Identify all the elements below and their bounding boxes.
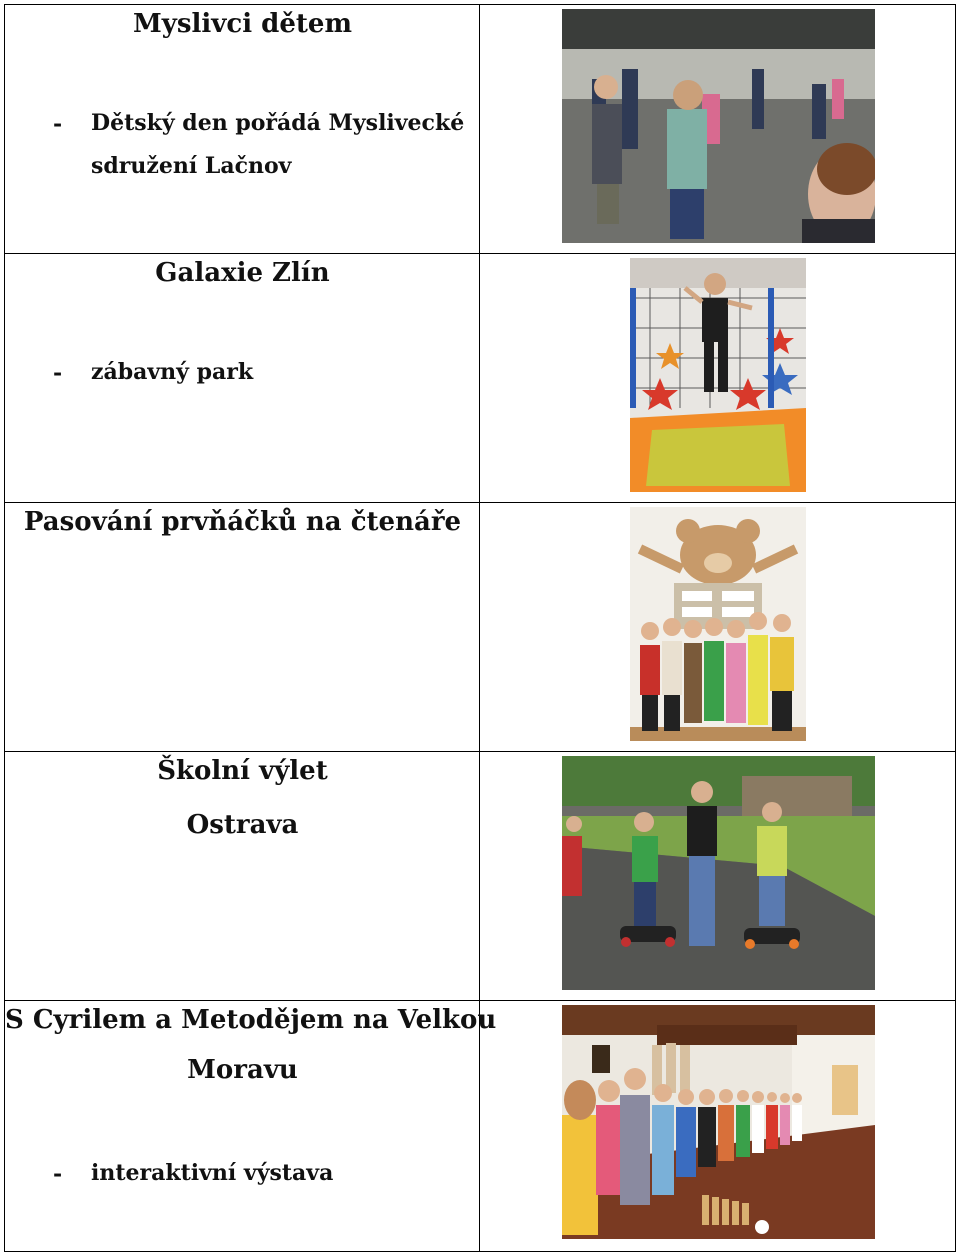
photo-cell (481, 254, 955, 502)
event-title: Pasování prvňáčků na čtenáře (23, 507, 462, 537)
photo-cell (481, 1001, 955, 1251)
photo-interactive-exhibition (562, 1005, 875, 1239)
event-title-line-1: Školní výlet (157, 756, 328, 786)
text-cell (5, 5, 480, 253)
bullet-marker: - (53, 360, 63, 386)
photo-first-graders-with-sashes (630, 507, 806, 741)
event-description: zábavný park (91, 359, 254, 385)
text-cell (5, 752, 480, 1000)
table-row (5, 5, 955, 254)
bullet-marker: - (53, 111, 63, 137)
photo-cell (481, 5, 955, 253)
photo-cell (481, 752, 955, 1000)
table-row (5, 1001, 955, 1251)
event-description: Dětský den pořádá Myslivecké sdružení Lačnov (91, 110, 465, 179)
photo-school-trip-ostrava (562, 756, 875, 990)
photo-boy-on-trampoline (630, 258, 806, 492)
table-row (5, 503, 955, 752)
events-table (4, 4, 956, 1252)
text-cell (5, 1001, 497, 1251)
table-row (5, 254, 955, 503)
text-cell (5, 254, 480, 502)
event-title: Myslivci dětem (133, 9, 352, 39)
event-description: interaktivní výstava (91, 1160, 334, 1186)
event-title-line-1: S Cyrilem a Metodějem na Velkou (5, 1005, 497, 1035)
event-title-line-2: Moravu (187, 1055, 298, 1085)
photo-cell (481, 503, 955, 751)
event-title-line-2: Ostrava (186, 810, 299, 840)
event-title: Galaxie Zlín (155, 258, 330, 288)
photo-children-playing-outdoors (562, 9, 875, 243)
text-cell (5, 503, 480, 751)
bullet-marker: - (53, 1161, 63, 1187)
table-row (5, 752, 955, 1001)
